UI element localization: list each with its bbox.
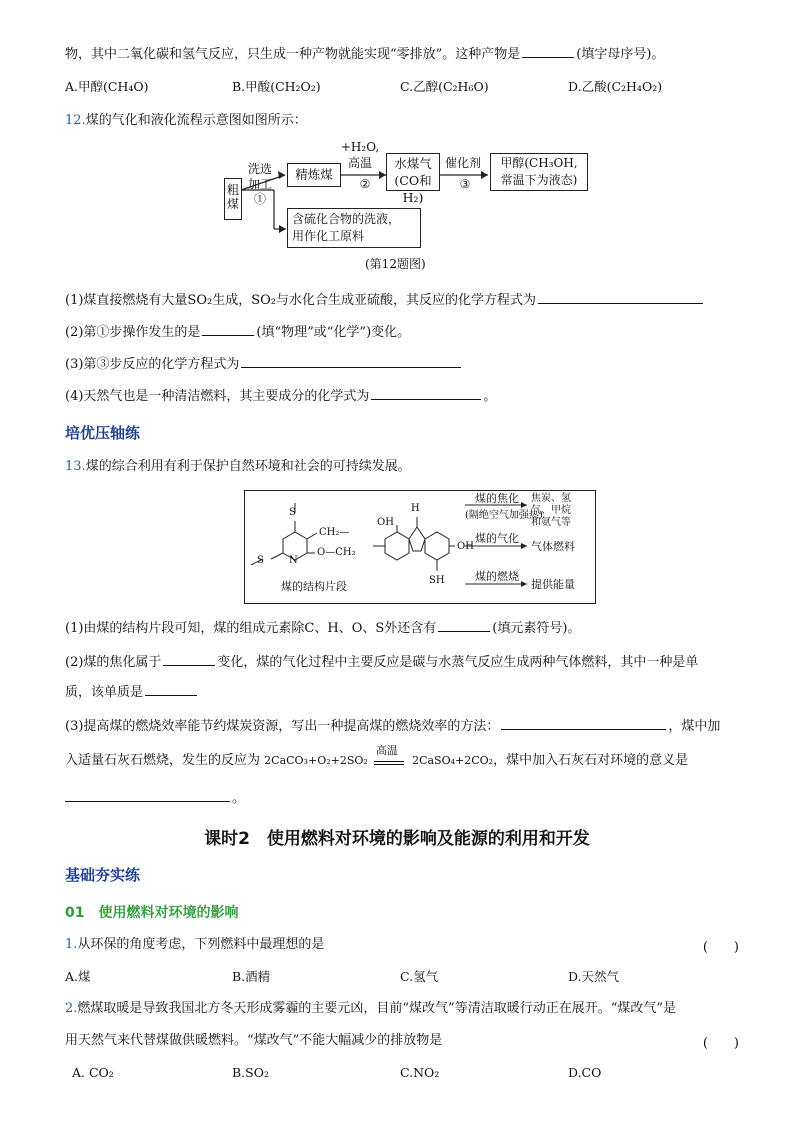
gasification-label: 煤的气化 bbox=[475, 532, 519, 545]
q13-diagram bbox=[244, 490, 596, 604]
coking-products: 焦炭、氢 气、甲烷 和氨气等 bbox=[531, 493, 571, 528]
q13-sub2-blank-1[interactable] bbox=[163, 652, 215, 666]
q12-sub1-blank[interactable] bbox=[538, 290, 703, 304]
water-gas-box: 水煤气 (CO和H₂) bbox=[386, 153, 440, 191]
q1-stem: 1.从环保的角度考虑，下列燃料中最理想的是 bbox=[65, 937, 325, 952]
step1-label: 洗选加工① bbox=[247, 162, 272, 206]
q11-option-a[interactable]: A.甲醇(CH₄O) bbox=[65, 79, 149, 94]
sulfur-wash-box: 含硫化合物的洗液， 用作化工原料 bbox=[287, 208, 421, 248]
group-ch2: CH₂— bbox=[319, 527, 350, 538]
q13-sub1: (1)由煤的结构片段可知，煤的组成元素除C、H、O、S外还含有 (填元素符号)。 bbox=[65, 618, 754, 638]
q13-sub3-line1: (3)提高煤的燃烧效率能节约煤炭资源，写出一种提高煤的燃烧效率的方法： ，煤中加 bbox=[65, 716, 754, 736]
q2-option-a[interactable]: A. CO₂ bbox=[72, 1065, 114, 1080]
q13-sub2-line1: (2)煤的焦化属于 变化，煤的气化过程中主要反应是碳与水蒸气反应生成两种气体燃料，其中一种是单 bbox=[65, 652, 754, 672]
q1-option-d[interactable]: D.天然气 bbox=[568, 969, 620, 984]
q12-sub4: (4)天然气也是一种清洁燃料，其主要成分的化学式为 。 bbox=[65, 386, 754, 406]
q13-stem: 13.煤的综合利用有利于保护自然环境和社会的可持续发展。 bbox=[65, 459, 411, 474]
step2-number: ② bbox=[359, 177, 371, 191]
group-sh: SH bbox=[429, 575, 445, 586]
q2-option-d[interactable]: D.CO bbox=[568, 1065, 602, 1080]
lesson-title: 课时2 使用燃料对环境的影响及能源的利用和开发 bbox=[204, 829, 590, 849]
q11-option-b[interactable]: B.甲酸(CH₂O₂) bbox=[232, 79, 321, 94]
q12-flowchart bbox=[210, 140, 610, 275]
group-oh-2: OH bbox=[457, 541, 474, 552]
q13-sub1-blank[interactable] bbox=[438, 618, 490, 632]
group-o-ch2: O—CH₂ bbox=[317, 547, 356, 558]
atom-h: H bbox=[411, 503, 420, 514]
atom-s-left: S bbox=[257, 555, 264, 566]
q12-sub2-blank[interactable] bbox=[202, 322, 254, 336]
structure-caption: 煤的结构片段 bbox=[281, 580, 347, 593]
atom-s-top: S bbox=[289, 507, 296, 518]
q13-sub3-blank-2[interactable] bbox=[65, 788, 230, 802]
q13-sub3-line2: 入适量石灰石燃烧，发生的反应为 2CaCO₃+O₂+2SO₂ 高温 2CaSO₄+2CO₂，煤中加入石灰石对环境的意义是 bbox=[65, 744, 689, 768]
q12-sub2: (2)第①步操作发生的是 (填“物理”或“化学”)变化。 bbox=[65, 322, 754, 342]
topic-heading: 01 使用燃料对环境的影响 bbox=[65, 905, 239, 921]
atom-n: N bbox=[289, 555, 298, 566]
step2-condition: 高温 bbox=[347, 156, 372, 170]
q11-stem: 物，其中二氧化碳和氢气反应，只生成一种产物就能实现“零排放”。这种产物是 (填字母序号)。 bbox=[65, 44, 754, 64]
step3-catalyst: 催化剂 bbox=[444, 156, 481, 170]
equation-products: 2CaSO₄+2CO₂ bbox=[412, 754, 494, 767]
q11-option-d[interactable]: D.乙酸(C₂H₄O₂) bbox=[568, 79, 663, 94]
coking-note: (隔绝空气加强热) bbox=[465, 510, 543, 521]
q2-stem-line2: 用天然气来代替煤做供暖燃料。“煤改气”不能大幅减少的排放物是 bbox=[65, 1033, 443, 1048]
gasification-product: 气体燃料 bbox=[531, 540, 575, 553]
equation-condition: 高温 bbox=[372, 752, 408, 770]
q13-sub2-line2: 质，该单质是 bbox=[65, 682, 754, 702]
q2-option-b[interactable]: B.SO₂ bbox=[232, 1065, 269, 1080]
section-advanced-heading: 培优压轴练 bbox=[65, 424, 141, 442]
section-basic-heading: 基础夯实练 bbox=[65, 866, 141, 884]
figure-12-caption: (第12题图) bbox=[365, 257, 426, 271]
combustion-product: 提供能量 bbox=[531, 578, 575, 591]
q12-sub3-blank[interactable] bbox=[241, 354, 461, 368]
q13-sub2-blank-2[interactable] bbox=[145, 682, 197, 696]
methanol-box: 甲醇(CH₃OH, 常温下为液态) bbox=[490, 153, 588, 191]
q11-answer-blank[interactable] bbox=[522, 44, 574, 58]
q2-option-c[interactable]: C.NO₂ bbox=[400, 1065, 440, 1080]
q1-answer-paren[interactable]: ( ) bbox=[702, 940, 739, 955]
group-oh-1: OH bbox=[377, 517, 394, 528]
q13-sub3-line3: 。 bbox=[65, 788, 754, 808]
refined-coal-box: 精炼煤 bbox=[287, 163, 341, 187]
raw-coal-box: 粗煤 bbox=[224, 178, 242, 220]
q12-sub4-blank[interactable] bbox=[371, 386, 481, 400]
q1-option-b[interactable]: B.酒精 bbox=[232, 969, 271, 984]
q2-stem-line1: 2.燃煤取暖是导致我国北方冬天形成雾霾的主要元凶，目前“煤改气”等清洁取暖行动正在展开。“煤改气”是 bbox=[65, 1001, 676, 1016]
q12-stem: 12.煤的气化和液化流程示意图如图所示： bbox=[65, 113, 307, 128]
q1-option-a[interactable]: A.煤 bbox=[65, 969, 91, 984]
q1-option-c[interactable]: C.氢气 bbox=[400, 969, 439, 984]
q13-sub3-blank-1[interactable] bbox=[501, 716, 666, 730]
step2-reagent: +H₂O, bbox=[340, 140, 380, 154]
q12-sub3: (3)第③步反应的化学方程式为 bbox=[65, 354, 754, 374]
step3-number: ③ bbox=[459, 177, 471, 191]
equation-reactants: 2CaCO₃+O₂+2SO₂ bbox=[264, 754, 368, 767]
q2-answer-paren[interactable]: ( ) bbox=[702, 1036, 739, 1051]
coking-label: 煤的焦化 bbox=[475, 492, 519, 505]
combustion-label: 煤的燃烧 bbox=[475, 570, 519, 583]
q12-sub1: (1)煤直接燃烧有大量SO₂生成，SO₂与水化合生成亚硫酸，其反应的化学方程式为 bbox=[65, 290, 754, 310]
q11-option-c[interactable]: C.乙醇(C₂H₆O) bbox=[400, 79, 489, 94]
